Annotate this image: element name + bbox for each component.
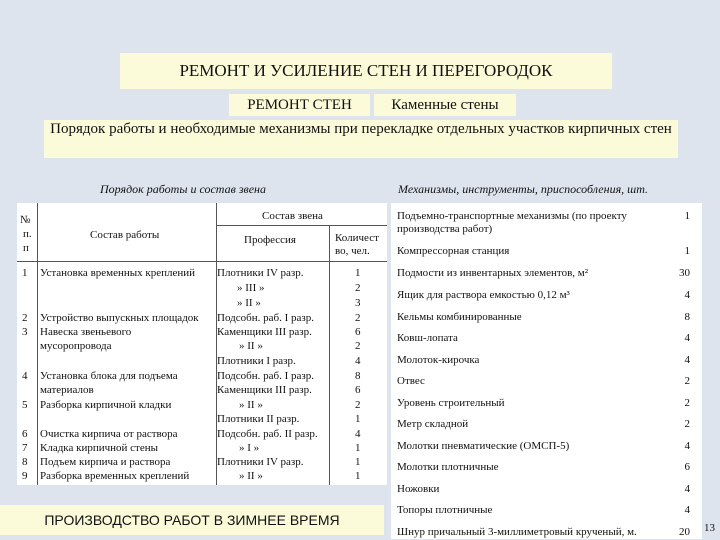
main-title: РЕМОНТ И УСИЛЕНИЕ СТЕН И ПЕРЕГОРОДОК bbox=[120, 53, 612, 89]
tool-name: Молоток-кирочка bbox=[397, 354, 480, 366]
tool-name: производства работ) bbox=[397, 223, 493, 235]
right-caption: Механизмы, инструменты, приспособления, шт. bbox=[398, 182, 649, 196]
profession: Каменщики III разр. bbox=[217, 384, 312, 396]
profession: Подсобн. раб. II разр. bbox=[217, 428, 318, 440]
head-team: Состав звена bbox=[262, 210, 323, 222]
work-item: Подъем кирпича и раствора bbox=[40, 456, 171, 468]
qty: 2 bbox=[355, 282, 361, 294]
qty: 3 bbox=[355, 297, 361, 309]
row-num: 8 bbox=[22, 456, 28, 468]
head-qty: во, чел. bbox=[335, 245, 370, 257]
head-profession: Профессия bbox=[244, 234, 296, 246]
profession: » II » bbox=[239, 340, 263, 352]
row-num: 4 bbox=[22, 370, 28, 382]
tool-name: Топоры плотничные bbox=[397, 504, 493, 516]
tool-qty: 4 bbox=[684, 354, 690, 366]
head-num: № bbox=[20, 214, 31, 226]
tool-name: Шнур причальный 3-миллиметровый крученый, м. bbox=[397, 526, 637, 538]
work-item: Очистка кирпича от раствора bbox=[40, 428, 178, 440]
profession: » II » bbox=[237, 297, 261, 309]
tool-name: Ножовки bbox=[397, 483, 440, 495]
qty: 1 bbox=[355, 470, 361, 482]
qty: 1 bbox=[355, 413, 361, 425]
work-item: мусоропровода bbox=[40, 340, 112, 352]
work-item: Навеска звеньевого bbox=[40, 326, 132, 338]
qty: 8 bbox=[355, 370, 361, 382]
profession: Подсобн. раб. I разр. bbox=[217, 312, 314, 324]
tool-qty: 20 bbox=[679, 526, 690, 538]
page-number: 13 bbox=[704, 522, 715, 534]
qty: 2 bbox=[355, 340, 361, 352]
tool-qty: 4 bbox=[684, 332, 690, 344]
tool-qty: 8 bbox=[684, 311, 690, 323]
qty: 6 bbox=[355, 384, 361, 396]
head-qty: Количест bbox=[335, 232, 379, 244]
section-title: РЕМОНТ СТЕН bbox=[229, 94, 370, 116]
tool-qty: 30 bbox=[679, 267, 690, 279]
profession: Плотники I разр. bbox=[217, 355, 296, 367]
tool-name: Уровень строительный bbox=[397, 397, 505, 409]
left-caption: Порядок работы и состав звена bbox=[100, 182, 266, 196]
profession: Каменщики III разр. bbox=[217, 326, 312, 338]
work-item: Установка блока для подъема bbox=[40, 370, 178, 382]
profession: » III » bbox=[237, 282, 265, 294]
tool-qty: 1 bbox=[684, 210, 690, 222]
profession: » I » bbox=[239, 442, 260, 454]
tool-qty: 2 bbox=[684, 418, 690, 430]
qty: 1 bbox=[355, 456, 361, 468]
tool-qty: 2 bbox=[684, 397, 690, 409]
work-item: Устройство выпускных площадок bbox=[40, 312, 199, 324]
profession: » II » bbox=[239, 470, 263, 482]
tool-qty: 2 bbox=[684, 375, 690, 387]
profession: Плотники II разр. bbox=[217, 413, 300, 425]
tool-name: Компрессорная станция bbox=[397, 245, 510, 257]
tool-qty: 4 bbox=[684, 504, 690, 516]
winter-work-banner: ПРОИЗВОДСТВО РАБОТ В ЗИМНЕЕ ВРЕМЯ bbox=[0, 505, 384, 535]
head-work: Состав работы bbox=[90, 229, 160, 241]
section-subtitle: Каменные стены bbox=[374, 94, 516, 116]
tool-name: Молотки плотничные bbox=[397, 461, 499, 473]
qty: 2 bbox=[355, 312, 361, 324]
profession: Плотники IV разр. bbox=[217, 267, 304, 279]
qty: 1 bbox=[355, 442, 361, 454]
head-num: п. bbox=[23, 228, 32, 240]
row-num: 2 bbox=[22, 312, 28, 324]
tool-name: Молотки пневматические (ОМСП-5) bbox=[397, 440, 570, 452]
tool-qty: 4 bbox=[684, 289, 690, 301]
work-item: Установка временных креплений bbox=[40, 267, 196, 279]
tool-qty: 4 bbox=[684, 483, 690, 495]
qty: 2 bbox=[355, 399, 361, 411]
row-num: 5 bbox=[22, 399, 28, 411]
work-item: Кладка кирпичной стены bbox=[40, 442, 159, 454]
work-item: Разборка кирпичной кладки bbox=[40, 399, 172, 411]
tool-name: Кельмы комбинированные bbox=[397, 311, 522, 323]
tool-name: Подмости из инвентарных элементов, м² bbox=[397, 267, 589, 279]
qty: 6 bbox=[355, 326, 361, 338]
work-item: Разборка временных креплений bbox=[40, 470, 190, 482]
tool-name: Отвес bbox=[397, 375, 425, 387]
tools-table bbox=[391, 203, 702, 539]
slide-title: Порядок работы и необходимые механизмы при перекладке отдельных участков кирпичных стен bbox=[44, 120, 678, 158]
tool-qty: 1 bbox=[684, 245, 690, 257]
work-order-table bbox=[17, 203, 387, 485]
qty: 1 bbox=[355, 267, 361, 279]
tool-name: Подъемно-транспортные механизмы (по проекту bbox=[397, 210, 627, 222]
profession: » II » bbox=[239, 399, 263, 411]
tool-qty: 6 bbox=[684, 461, 690, 473]
row-num: 6 bbox=[22, 428, 28, 440]
row-num: 9 bbox=[22, 470, 28, 482]
row-num: 7 bbox=[22, 442, 28, 454]
row-num: 1 bbox=[22, 267, 28, 279]
qty: 4 bbox=[355, 355, 361, 367]
tool-qty: 4 bbox=[684, 440, 690, 452]
tool-name: Метр складной bbox=[397, 418, 469, 430]
row-num: 3 bbox=[22, 326, 28, 338]
tool-name: Ящик для раствора емкостью 0,12 м³ bbox=[397, 289, 570, 301]
tool-name: Ковш-лопата bbox=[397, 332, 458, 344]
head-num: п bbox=[23, 242, 29, 254]
profession: Плотники IV разр. bbox=[217, 456, 304, 468]
qty: 4 bbox=[355, 428, 361, 440]
profession: Подсобн. раб. I разр. bbox=[217, 370, 314, 382]
work-item: материалов bbox=[40, 384, 94, 396]
